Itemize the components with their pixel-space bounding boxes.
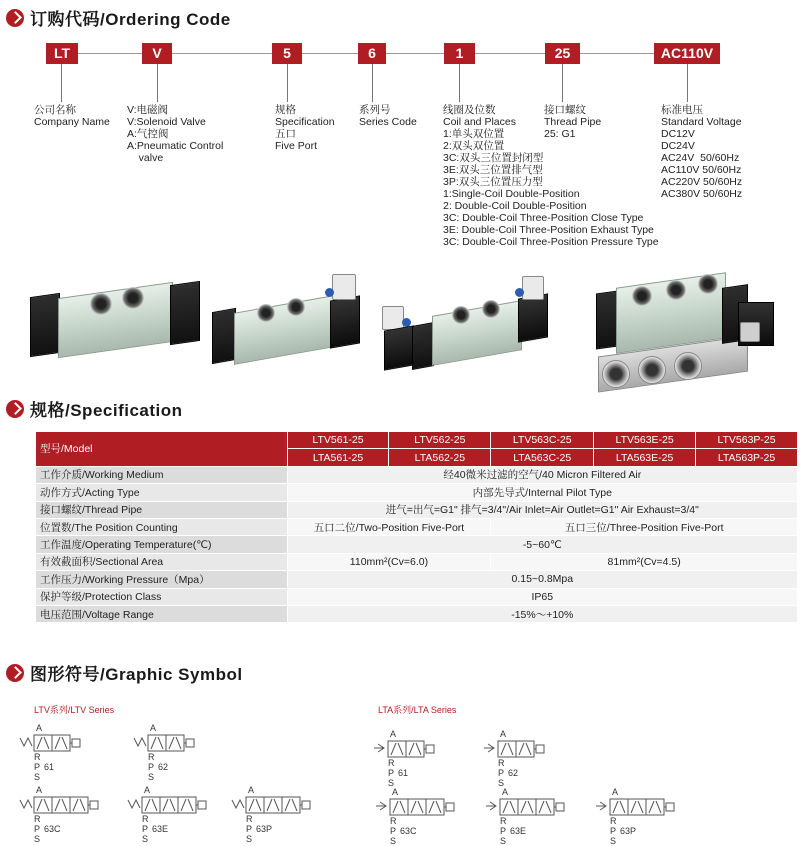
row-value: 五口二位/Two-Position Five-Port [287,518,491,535]
graphic-symbol-header [6,660,243,685]
symbol-code-label: 61 [44,762,55,772]
symbol-code-label: 62 [508,768,519,778]
valve-photo-single-solenoid [212,268,382,368]
table-row [36,571,798,588]
valve-symbol-drawing [18,733,90,763]
row-value: 0.15~0.8Mpa [287,571,797,588]
port-label-ab: A [144,785,150,795]
code-specification: 5 [272,43,302,64]
row-value: 81mm²(Cv=4.5) [491,553,798,570]
symbol-code-label: 63E [510,826,527,836]
symbol-code-label: 62 [158,762,169,772]
port-label-rps: R P S [498,758,505,788]
table-row [36,536,798,553]
model-cell: LTV563E-25 [594,432,696,449]
row-label: 位置数/The Position Counting [36,518,288,535]
valve-symbol-drawing [372,739,444,769]
ltv-series-label: LTV系列/LTV Series [34,705,115,715]
valve-photo-double-solenoid [370,268,580,378]
specification-table [35,431,798,623]
desc-series: 系列号 Series Code [359,104,417,128]
code-tick [157,64,158,102]
row-label: 动作方式/Acting Type [36,484,288,501]
port-label-rps: R P S [610,816,617,846]
code-connector [580,53,654,54]
port-label-ab: A [390,729,396,739]
port-label-ab: A [36,723,42,733]
row-label: 有效截面积/Sectional Area [36,553,288,570]
code-tick [287,64,288,102]
desc-company: 公司名称 Company Name [34,104,110,128]
valve-photo-single-pneumatic [30,285,200,370]
specification-header [6,396,183,421]
code-voltage: AC110V [654,43,720,64]
row-value: 110mm²(Cv=6.0) [287,553,491,570]
lta-series-label: LTA系列/LTA Series [378,705,457,715]
code-tick [562,64,563,102]
port-label-rps: R P S [34,814,41,844]
code-tick [372,64,373,102]
model-cell: LTA563P-25 [696,449,798,466]
arrow-circle-icon [6,664,24,682]
valve-symbol-drawing [374,797,464,827]
section-title: 图形符号/Graphic Symbol [30,665,243,684]
port-label-rps: R P S [500,816,507,846]
table-row [36,466,798,483]
code-thread: 25 [545,43,580,64]
port-label-rps: R P S [148,752,155,782]
row-label: 工作压力/Working Pressure（Mpa） [36,571,288,588]
row-label: 电压范围/Voltage Range [36,605,288,622]
valve-photo-manifold [588,272,788,392]
arrow-circle-icon [6,400,24,418]
port-label-ab: A [150,723,156,733]
symbol-code-label: 61 [398,768,409,778]
port-label-rps: R P S [388,758,395,788]
code-connector [302,53,358,54]
model-cell: LTV563C-25 [491,432,594,449]
valve-symbol-drawing [230,795,320,825]
valve-symbol-drawing [132,733,204,763]
port-label-ab: A [36,785,42,795]
section-title: 规格/Specification [30,401,183,420]
ordering-code-header [6,5,231,30]
table-row [36,605,798,622]
row-value: -5~60℃ [287,536,797,553]
port-label-rps: R P S [390,816,397,846]
model-cell: LTA563E-25 [594,449,696,466]
valve-symbol-drawing [18,795,108,825]
port-label-ab: A [500,729,506,739]
code-connector [386,53,444,54]
model-header: 型号/Model [36,432,288,467]
code-tick [459,64,460,102]
valve-symbol-drawing [484,797,574,827]
row-value: 五口三位/Three-Position Five-Port [491,518,798,535]
table-row [36,553,798,570]
model-cell: LTA563C-25 [491,449,594,466]
table-row [36,432,798,449]
symbol-code-label: 63E [152,824,169,834]
table-row [36,588,798,605]
code-connector [78,53,142,54]
table-row [36,518,798,535]
code-series: 6 [358,43,386,64]
code-coil: 1 [444,43,475,64]
symbol-code-label: 63P [256,824,273,834]
row-value: 经40微米过滤的空气/40 Micron Filtered Air [287,466,797,483]
row-value: 进气=出气=G1" 排气=3/4"/Air Inlet=Air Outlet=G1" Air Exhaust=3/4" [287,501,797,518]
symbol-code-label: 63C [400,826,417,836]
row-value: IP65 [287,588,797,605]
model-cell: LTV563P-25 [696,432,798,449]
symbol-code-label: 63P [620,826,637,836]
port-label-rps: R P S [34,752,41,782]
desc-voltage: 标准电压 Standard Voltage DC12V DC24V AC24V 50/60Hz AC110V 50/60Hz AC220V 50/60Hz AC380V 50/60Hz [661,104,743,200]
code-tick [61,64,62,102]
row-label: 工作介质/Working Medium [36,466,288,483]
table-row [36,501,798,518]
code-connector [475,53,545,54]
row-label: 接口螺纹/Thread Pipe [36,501,288,518]
arrow-circle-icon [6,9,24,27]
desc-coil: 线圈及位数 Coil and Places 1:单头双位置 2:双头双位置 3C:双头三位置封闭型 3E:双头三位置排气型 3P:双头三位置压力型 1:Single-Coil Double-Position 2: Double-Coil Double-Position 3C: Double-Coil Three-Position Close Type 3E: Double-Coil Three-Position Exhaust Type 3C: Double-Coil Three-Position Pressure Type [443,104,659,248]
row-label: 工作温度/Operating Temperature(℃) [36,536,288,553]
port-label-rps: R P S [142,814,149,844]
model-cell: LTV561-25 [287,432,389,449]
symbol-code-label: 63C [44,824,61,834]
model-cell: LTV562-25 [389,432,491,449]
valve-symbol-drawing [482,739,554,769]
table-row [36,484,798,501]
port-label-ab: A [248,785,254,795]
port-label-rps: R P S [246,814,253,844]
code-tick [687,64,688,102]
row-value: 内部先导式/Internal Pilot Type [287,484,797,501]
code-connector [172,53,272,54]
desc-thread: 接口螺纹 Thread Pipe 25: G1 [544,104,602,140]
desc-specification: 规格 Specification 五口 Five Port [275,104,335,152]
code-company: LT [46,43,78,64]
desc-valve-type: V:电磁阀 V:Solenoid Valve A:气控阀 A:Pneumatic Control valve [127,104,224,164]
model-cell: LTA561-25 [287,449,389,466]
port-label-ab: A [502,787,508,797]
model-cell: LTA562-25 [389,449,491,466]
row-value: -15%～+10% [287,605,797,622]
port-label-ab: A [612,787,618,797]
section-title: 订购代码/Ordering Code [30,10,231,29]
valve-symbol-drawing [126,795,216,825]
row-label: 保护等级/Protection Class [36,588,288,605]
port-label-ab: A [392,787,398,797]
code-valve-type: V [142,43,172,64]
valve-symbol-drawing [594,797,684,827]
